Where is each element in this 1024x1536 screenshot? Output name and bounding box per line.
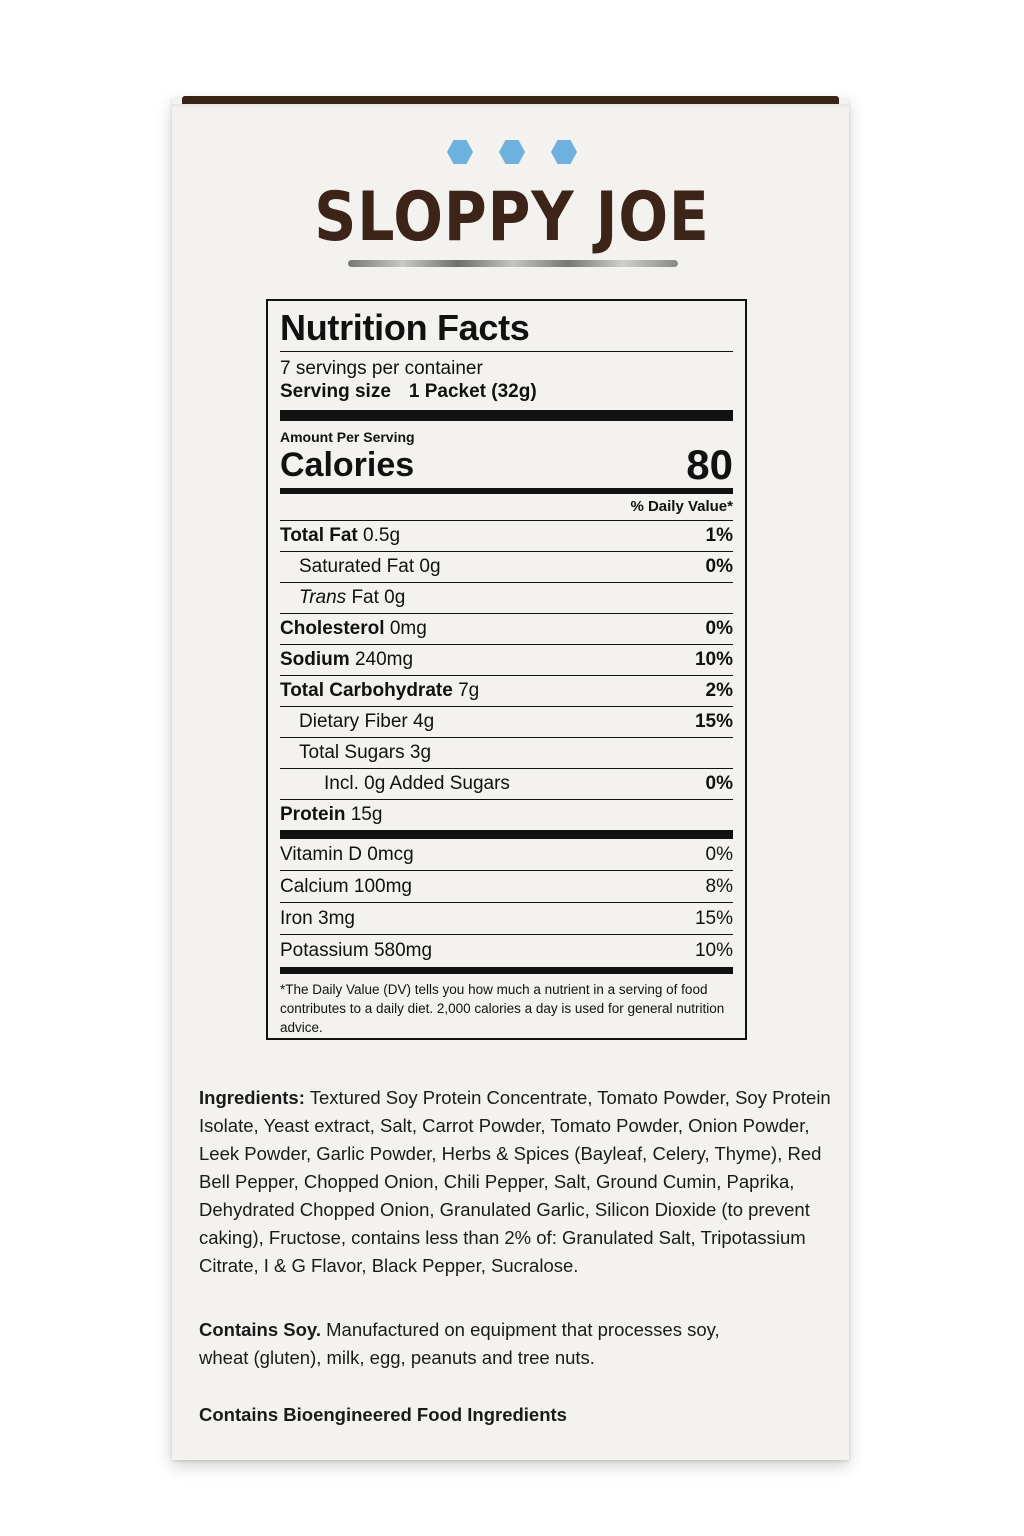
vitamin-name: Vitamin D 0mcg [280,844,414,865]
vitamin-row [280,871,733,903]
serving-size [280,380,733,404]
hexagon-icon [499,140,525,164]
nutrient-name: Total Fat [280,525,358,546]
nutrient-amount: Fat 0g [351,587,406,608]
package-top-edge [182,96,839,104]
servings-per-container: 7 servings per container [280,358,483,379]
nutrient-name: Protein [280,804,346,825]
nutrient-name: Dietary Fiber [299,711,408,732]
calories-label: Calories [280,446,415,484]
nutrient-amount: 7g [458,680,480,701]
hexagon-decoration [0,140,1024,169]
nutrient-dv: 10% [694,649,733,670]
nutrient-name: Trans [299,587,347,608]
nutrient-dv: 2% [705,680,733,701]
divider-thick [280,410,733,421]
nutrient-amount: 15g [350,804,383,825]
nutrient-amount: 240mg [354,649,414,670]
nutrition-facts-label [266,299,747,1040]
amount-per-serving: Amount Per Serving [280,429,415,445]
calories-value: 80 [686,441,733,488]
nutrient-row-sodium [280,645,733,676]
nutrient-name: Sodium [280,649,350,670]
nutrient-dv: 1% [705,525,733,546]
vitamin-row [280,839,733,871]
ingredients-label: Ingredients: [199,1087,305,1108]
nutrient-row-total-fat [280,521,733,552]
nutrient-row-trans-fat [280,583,733,614]
nutrient-name: Incl. 0g Added Sugars [324,773,510,794]
allergen-label: Contains Soy. [199,1319,321,1340]
daily-value-footnote: *The Daily Value (DV) tells you how much a nutrient in a serving of food contributes to a daily diet. 2,000 calories a day is used for general nutrition advice. [280,982,725,1035]
nutrient-row-added-sugars [280,769,733,800]
nutrient-amount: 4g [413,711,435,732]
nutrient-dv: 15% [694,711,733,732]
vitamin-dv: 15% [694,908,733,929]
nutrient-row-saturated-fat [280,552,733,583]
divider [280,351,733,352]
nutrition-title: Nutrition Facts [280,307,530,348]
package-top-shadow [172,104,849,108]
nutrient-amount: 0g [419,556,441,577]
nutrient-name: Saturated Fat [299,556,415,577]
vitamin-row [280,903,733,935]
serving-size-label: Serving size [280,381,391,402]
vitamin-dv: 0% [705,844,733,865]
nutrient-name: Total Sugars [299,742,405,763]
nutrient-name: Total Carbohydrate [280,680,453,701]
hexagon-icon [447,140,473,164]
product-name: SLOPPY JOE [314,178,710,257]
nutrient-amount: 3g [409,742,432,763]
serving-size-value: 1 Packet (32g) [408,381,537,402]
daily-value-header: % Daily Value* [280,494,733,521]
ingredients-text: Textured Soy Protein Concentrate, Tomato Powder, Soy Protein Isolate, Yeast extract, Salt, Carrot Powder, Tomato Powder, Onion Powder, Leek Powder, Garlic Powder, Herbs & Spices (Bayleaf, Celery, Thyme), Red Bell Pepper, Chopped Onion, Chili Pepper, Salt, Ground Cumin, Paprika, Dehydrated Chopped Onion, Granulated Garlic, Silicon Dioxide (to prevent caking), Fructose, contains less than 2% of: Granulated Salt, Tripotassium Citrate, I & G Flavor, Black Pepper, Sucralose. [199,1087,831,1276]
divider-thick [280,830,733,839]
bioengineered-statement: Contains Bioengineered Food Ingredients [199,1404,567,1425]
calories-row [280,441,733,488]
vitamin-row [280,935,733,966]
vitamin-dv: 10% [694,940,733,961]
ingredients-statement [199,1084,831,1280]
vitamin-dv: 8% [705,876,733,897]
nutrient-amount: 0mg [389,618,427,639]
allergen-statement [199,1316,759,1372]
divider-thick [280,967,733,974]
nutrient-row-total-sugars [280,738,733,769]
nutrient-name: Cholesterol [280,618,385,639]
nutrient-row-cholesterol [280,614,733,645]
nutrient-row-dietary-fiber [280,707,733,738]
brand-underline [348,260,678,267]
vitamin-name: Iron 3mg [280,908,355,929]
vitamin-name: Calcium 100mg [280,876,412,897]
hexagon-icon [551,140,577,164]
nutrient-dv: 0% [705,773,733,794]
nutrient-row-total-carbohydrate [280,676,733,707]
nutrient-row-protein [280,800,733,830]
nutrient-dv: 0% [705,618,733,639]
allergen-text: Manufactured on equipment that processes soy, wheat (gluten), milk, egg, peanuts and tree nuts. [199,1319,720,1368]
vitamin-name: Potassium 580mg [280,940,433,961]
nutrient-amount: 0.5g [363,525,401,546]
nutrient-dv: 0% [705,556,733,577]
